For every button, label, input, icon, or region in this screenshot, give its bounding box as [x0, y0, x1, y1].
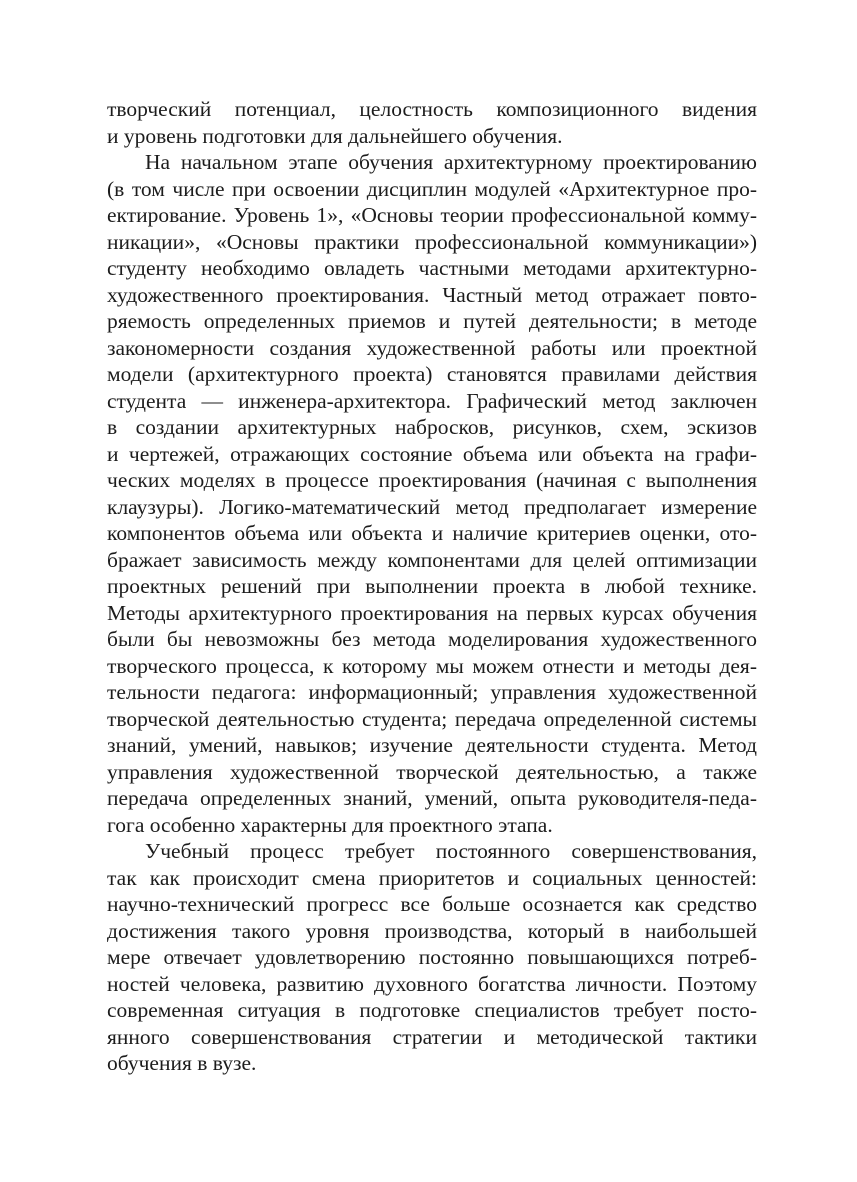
text-line: творческой деятельностью студента; передача определенной системы [107, 706, 757, 731]
text-line: студенту необходимо овладеть частными методами архитектурно- [107, 256, 757, 280]
text-line: проектных решений при выполнении проекта в любой технике. [107, 574, 757, 598]
text-line: так как происходит смена приоритетов и социальных ценностей: [107, 865, 757, 890]
text-line: обучения в вузе. [107, 1051, 257, 1075]
text-line: ческих моделях в процессе проектирования (начиная с выполнения [107, 468, 757, 492]
text-line: янного совершенствования стратегии и методической тактики [107, 1024, 757, 1049]
text-line: творческий потенциал, целостность композиционного видения [107, 97, 757, 121]
text-line: тельности педагога: информационный; управления художественной [107, 680, 757, 704]
text-line: научно-технический прогресс все больше осознается как средство [107, 892, 757, 916]
text-line: передача определенных знаний, умений, опыта руководителя-педа- [107, 786, 757, 810]
text-line: ряемость определенных приемов и путей деятельности; в методе [107, 309, 757, 333]
text-line: и чертежей, отражающих состояние объема или объекта на графи- [107, 441, 757, 466]
text-line: художественного проектирования. Частный метод отражает повто- [107, 282, 757, 307]
text-line: мере отвечает удовлетворению постоянно повышающихся потреб- [107, 945, 757, 969]
text-line: знаний, умений, навыков; изучение деятельности студента. Метод [107, 733, 757, 757]
text-line: На начальном этапе обучения архитектурному проектированию [145, 150, 757, 174]
text-line: студента — инженера-архитектора. Графический метод заключен [107, 388, 757, 413]
text-line: гога особенно характерны для проектного этапа. [107, 812, 553, 837]
text-line: ностей человека, развитию духовного богатства личности. Поэтому [107, 971, 757, 996]
text-line: и уровень подготовки для дальнейшего обучения. [107, 123, 563, 148]
text-line: закономерности создания художественной работы или проектной [107, 335, 757, 360]
text-line: творческого процесса, к которому мы можем отнести и методы дея- [107, 653, 757, 678]
text-line: достижения такого уровня производства, который в наибольшей [107, 918, 757, 943]
text-line: никации», «Основы практики профессиональной коммуникации») [107, 229, 757, 254]
text-line: управления художественной творческой деятельностью, а также [107, 759, 757, 784]
text-line: (в том числе при освоении дисциплин модулей «Архитектурное про- [107, 176, 757, 201]
body-text [107, 96, 757, 1077]
text-line: клаузуры). Логико-математический метод предполагает измерение [107, 494, 757, 519]
text-line: были бы невозможны без метода моделирования художественного [107, 627, 757, 651]
text-line: современная ситуация в подготовке специалистов требует посто- [107, 998, 757, 1022]
text-line: в создании архитектурных набросков, рисунков, схем, эскизов [107, 415, 757, 439]
text-line: компонентов объема или объекта и наличие критериев оценки, ото- [107, 521, 757, 545]
text-line: бражает зависимость между компонентами для целей оптимизации [107, 547, 757, 572]
text-line: Методы архитектурного проектирования на первых курсах обучения [107, 600, 757, 625]
text-line: ектирование. Уровень 1», «Основы теории профессиональной комму- [107, 203, 757, 227]
text-line: модели (архитектурного проекта) становятся правилами действия [107, 362, 757, 386]
text-line: Учебный процесс требует постоянного совершенствования, [145, 839, 757, 863]
